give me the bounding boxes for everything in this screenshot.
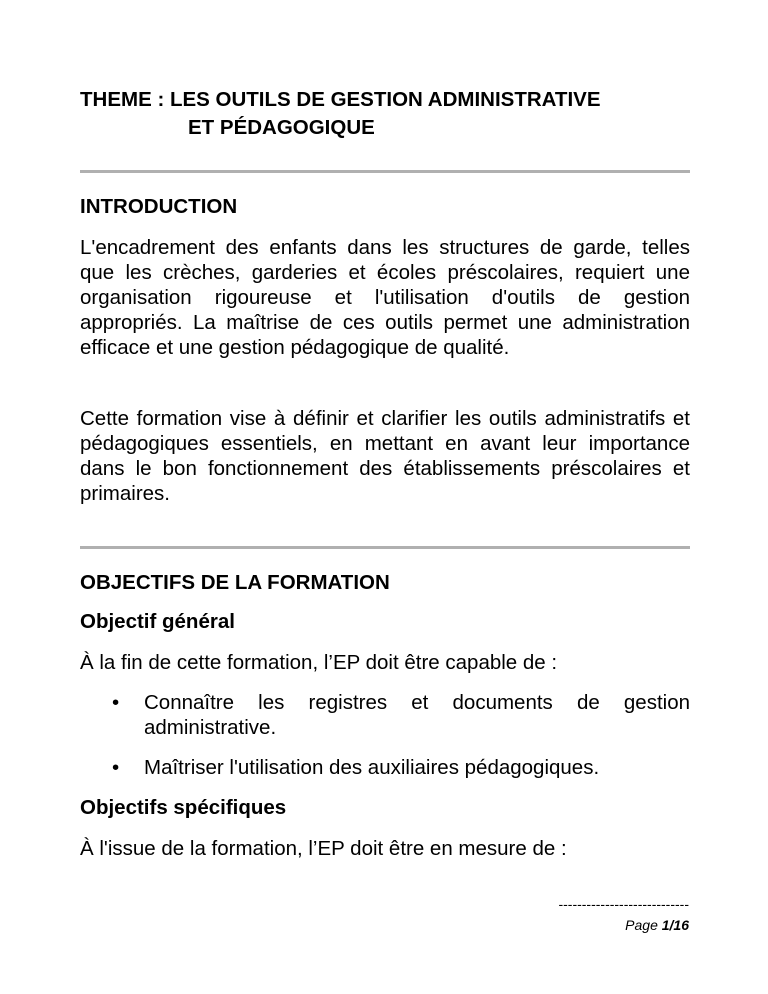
list-item: • Maîtriser l'utilisation des auxiliaires pédagogiques. bbox=[112, 756, 600, 779]
objectif-general-intro: À la fin de cette formation, l’EP doit être capable de : bbox=[80, 651, 558, 674]
objectif-general-heading: Objectif général bbox=[80, 610, 235, 633]
introduction-paragraph: Cette formation vise à définir et clarifier les outils administratifs et pédagogiques essentiels, en mettant en avant leur importance dans le bon fonctionnement des établissements préscolaires et primaires. bbox=[80, 407, 690, 505]
divider bbox=[80, 546, 690, 549]
theme-title-line2: ET PÉDAGOGIQUE bbox=[188, 116, 375, 139]
page-number bbox=[625, 917, 689, 933]
page-count: 1/16 bbox=[661, 917, 689, 933]
bullet-icon: • bbox=[112, 691, 120, 714]
introduction-paragraph: L'encadrement des enfants dans les structures de garde, telles que les crèches, garderies et écoles préscolaires, requiert une organisation rigoureuse et l'utilisation d'outils de gestion appropriés. La maîtrise de ces outils permet une administration efficace et une gestion pédagogique de qualité. bbox=[80, 236, 690, 359]
theme-title-line1: THEME : LES OUTILS DE GESTION ADMINISTRATIVE bbox=[80, 88, 601, 111]
page-label: Page bbox=[625, 917, 658, 933]
objectifs-specifiques-intro: À l'issue de la formation, l’EP doit être en mesure de : bbox=[80, 837, 567, 860]
introduction-heading: INTRODUCTION bbox=[80, 195, 238, 218]
list-item: • Connaître les registres et documents de gestion administrative. bbox=[112, 691, 690, 739]
bullet-icon: • bbox=[112, 756, 120, 779]
objectifs-specifiques-heading: Objectifs spécifiques bbox=[80, 796, 287, 819]
footer-dashes: ---------------------------- bbox=[558, 896, 689, 912]
objectifs-heading: OBJECTIFS DE LA FORMATION bbox=[80, 571, 390, 594]
divider bbox=[80, 170, 690, 173]
